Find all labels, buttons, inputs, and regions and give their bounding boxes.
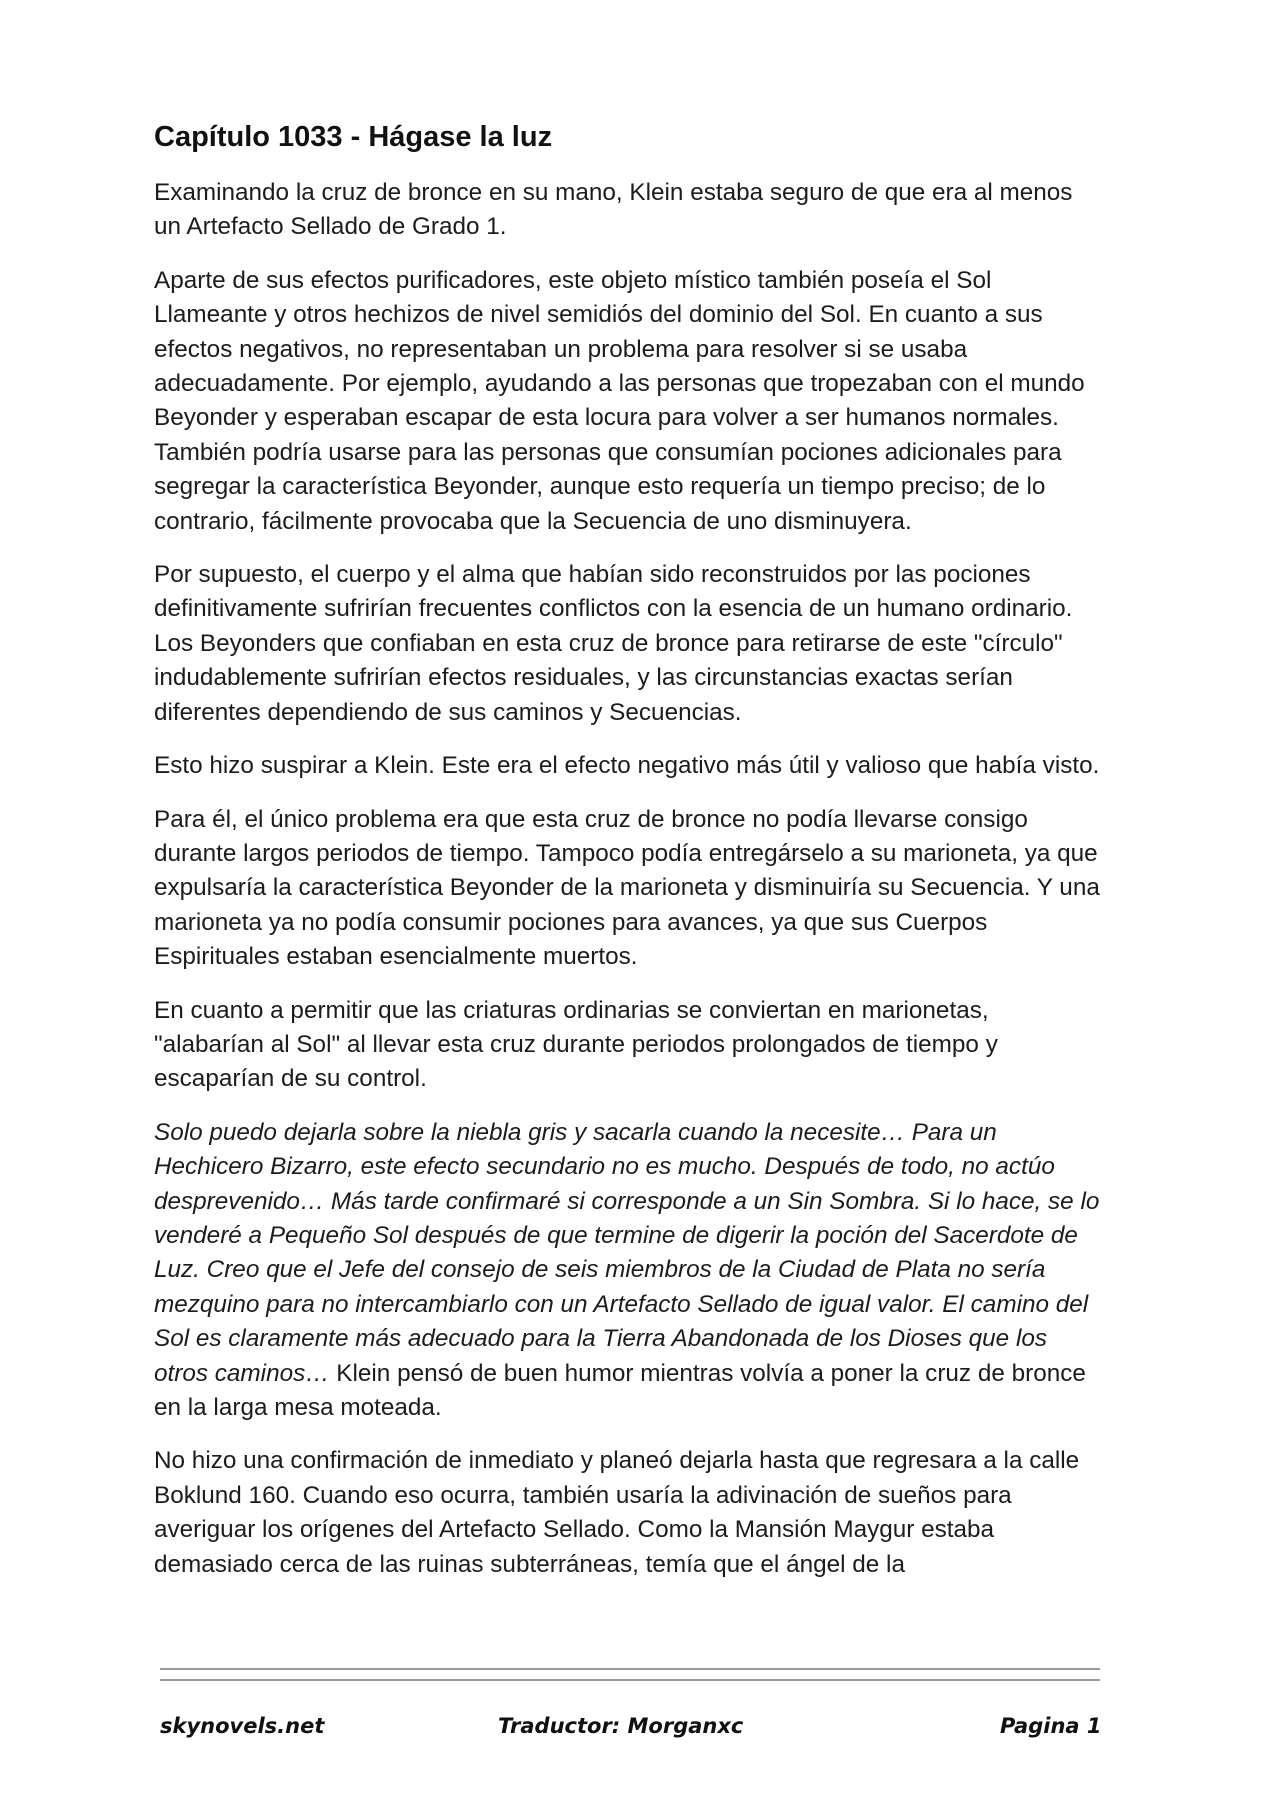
document-body [154,118,1104,1601]
paragraph-7 [154,1116,1104,1426]
footer-translator: Traductor: Morganxc [498,1714,744,1738]
paragraph-2: Aparte de sus efectos purificadores, este objeto místico también poseía el Sol Llameante y otros hechizos de nivel semidiós del dominio del Sol. En cuanto a sus efectos negativos, no representaban un problema para resolver si se usaba adecuadamente. Por ejemplo, ayudando a las personas que tropezaban con el mundo Beyonder y esperaban escapar de esta locura para volver a ser humanos normales. También podría usarse para las personas que consumían pociones adicionales para segregar la característica Beyonder, aunque esto requería un tiempo preciso; de lo contrario, fácilmente provocaba que la Secuencia de uno disminuyera. [154,266,1085,535]
paragraph-6: En cuanto a permitir que las criaturas ordinarias se conviertan en marionetas, "alabarían al Sol" al llevar esta cruz durante periodos prolongados de tiempo y escaparían de su control. [154,996,998,1093]
paragraph-1: Examinando la cruz de bronce en su mano, Klein estaba seguro de que era al menos un Artefacto Sellado de Grado 1. [154,179,1073,241]
chapter-title: Capítulo 1033 - Hágase la luz [154,121,553,153]
paragraph-4: Esto hizo suspirar a Klein. Este era el efecto negativo más útil y valioso que había visto. [154,752,1100,780]
paragraph-5: Para él, el único problema era que esta cruz de bronce no podía llevarse consigo durante largos periodos de tiempo. Tampoco podía entregárselo a su marioneta, ya que expulsaría la característica Beyonder de la marioneta y disminuiría su Secuencia. Y una marioneta ya no podía consumir pociones para avances, ya que sus Cuerpos Espirituales estaban esencialmente muertos. [154,805,1100,971]
narration-text: Klein pensó de buen humor mientras volvía a poner la cruz de bronce en la larga mesa moteada. [154,1359,1086,1421]
divider-line-top [160,1668,1100,1670]
paragraph-8: No hizo una confirmación de inmediato y planeó dejarla hasta que regresara a la calle Boklund 160. Cuando eso ocurra, también usaría la adivinación de sueños para averiguar los orígenes del Artefacto Sellado. Como la Mansión Maygur estaba demasiado cerca de las ruinas subterráneas, temía que el ángel de la [154,1447,1080,1578]
inner-thought-text: Solo puedo dejarla sobre la niebla gris y sacarla cuando la necesite… Para un Hechicero Bizarro, este efecto secundario no es mucho. Después de todo, no actúo desprevenido… Más tarde confirmaré si corresponde a un Sin Sombra. Si lo hace, se lo venderé a Pequeño Sol después de que termine de digerir la poción del Sacerdote de Luz. Creo que el Jefe del consejo de seis miembros de la Ciudad de Plata no sería mezquino para no intercambiarlo con un Artefacto Sellado de igual valor. El camino del Sol es claramente más adecuado para la Tierra Abandonada de los Dioses que los otros caminos… [154,1118,1100,1387]
footer-site: skynovels.net [160,1714,325,1738]
footer-page-number: Pagina 1 [1000,1714,1102,1738]
divider-line-bottom [160,1679,1100,1681]
paragraph-3: Por supuesto, el cuerpo y el alma que habían sido reconstruidos por las pociones definitivamente sufrirían frecuentes conflictos con la esencia de un humano ordinario. Los Beyonders que confiaban en esta cruz de bronce para retirarse de este "círculo" indudablemente sufrirían efectos residuales, y las circunstancias exactas serían diferentes dependiendo de sus caminos y Secuencias. [154,561,1073,726]
footer-divider [160,1668,1100,1681]
